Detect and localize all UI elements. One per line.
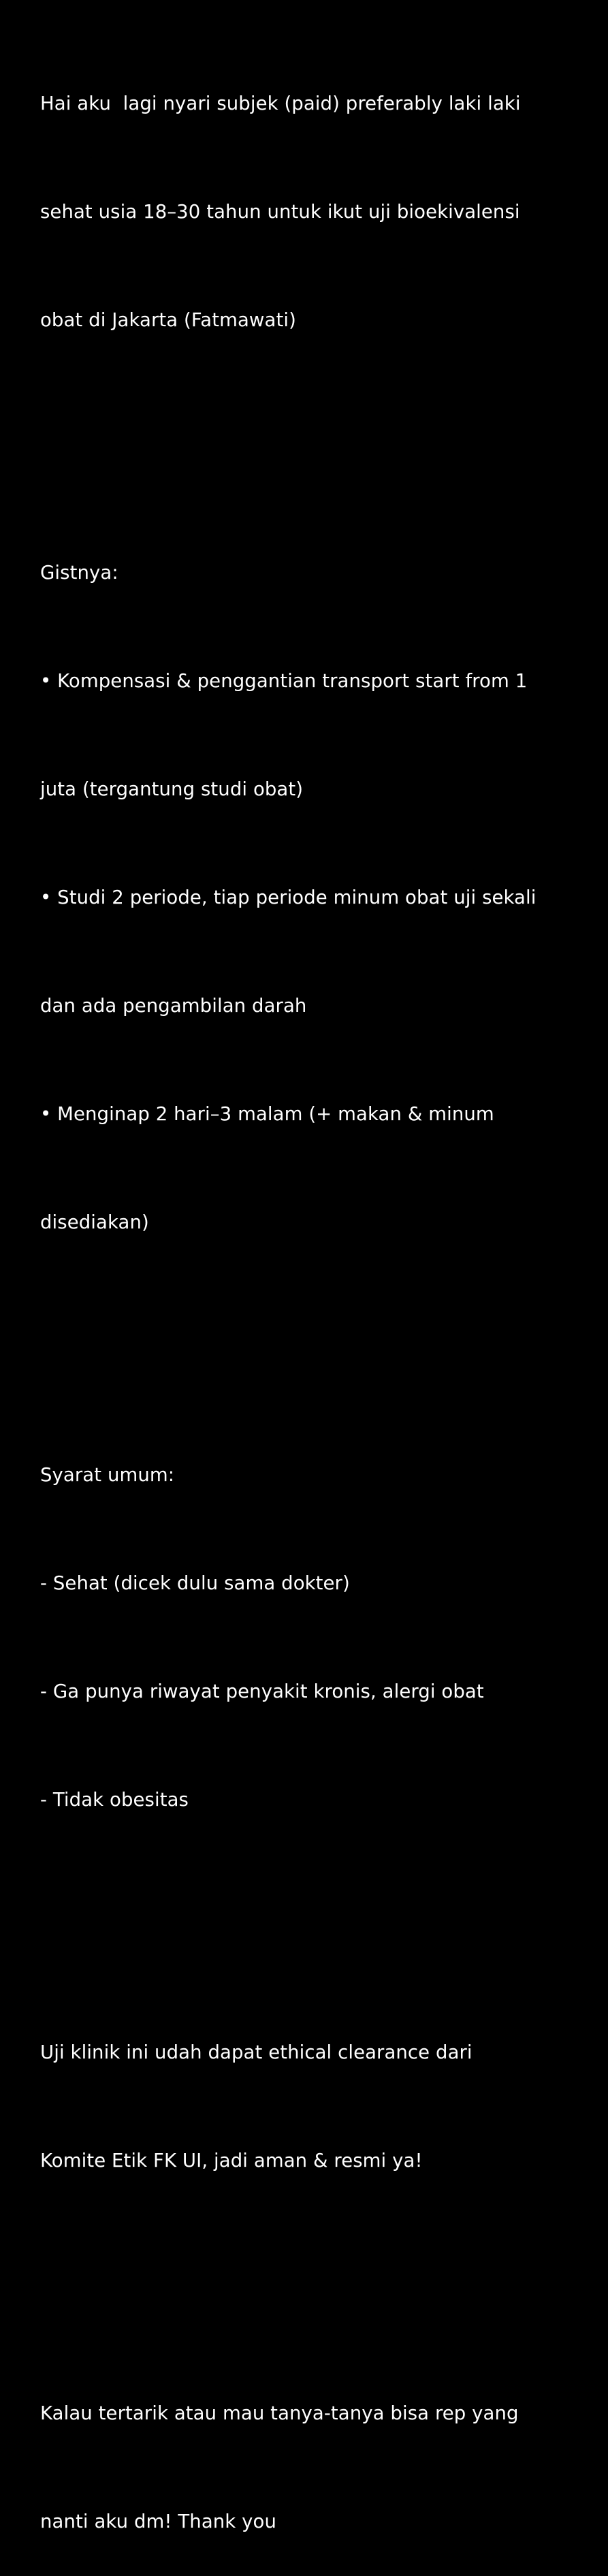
gist-heading: Gistnya: xyxy=(40,562,118,584)
gist-line-1: • Kompensasi & penggantian transport start from 1 xyxy=(40,670,528,692)
closing-line-2: nanti aku dm! Thank you xyxy=(40,2511,276,2532)
gist-line-6: disediakan) xyxy=(40,1211,149,1233)
intro-line-1: Hai aku lagi nyari subjek (paid) preferably laki laki xyxy=(40,93,521,114)
ethics-line-2: Komite Etik FK UI, jadi aman & resmi ya! xyxy=(40,2150,423,2172)
blank-line xyxy=(40,411,592,447)
ethics-line-1: Uji klinik ini udah dapat ethical clearance dari xyxy=(40,2041,473,2063)
closing-line-1: Kalau tertarik atau mau tanya-tanya bisa rep yang xyxy=(40,2402,519,2424)
gist-line-3: • Studi 2 periode, tiap periode minum obat uji sekali xyxy=(40,887,537,908)
requirements-heading: Syarat umum: xyxy=(40,1464,175,1486)
intro-line-3: obat di Jakarta (Fatmawati) xyxy=(40,309,296,331)
requirement-line-3: - Tidak obesitas xyxy=(40,1789,189,1811)
intro-line-2: sehat usia 18–30 tahun untuk ikut uji bioekivalensi xyxy=(40,201,520,223)
blank-line xyxy=(40,1313,592,1349)
gist-line-5: • Menginap 2 hari–3 malam (+ makan & minum xyxy=(40,1103,494,1125)
requirement-line-1: - Sehat (dicek dulu sama dokter) xyxy=(40,1572,350,1594)
gist-line-4: dan ada pengambilan darah xyxy=(40,995,307,1017)
blank-line xyxy=(40,2251,592,2287)
gist-line-2: juta (tergantung studi obat) xyxy=(40,778,304,800)
requirement-line-2: - Ga punya riwayat penyakit kronis, alergi obat xyxy=(40,1681,484,1702)
note-text-body xyxy=(40,14,592,2576)
blank-line xyxy=(40,1890,592,1926)
